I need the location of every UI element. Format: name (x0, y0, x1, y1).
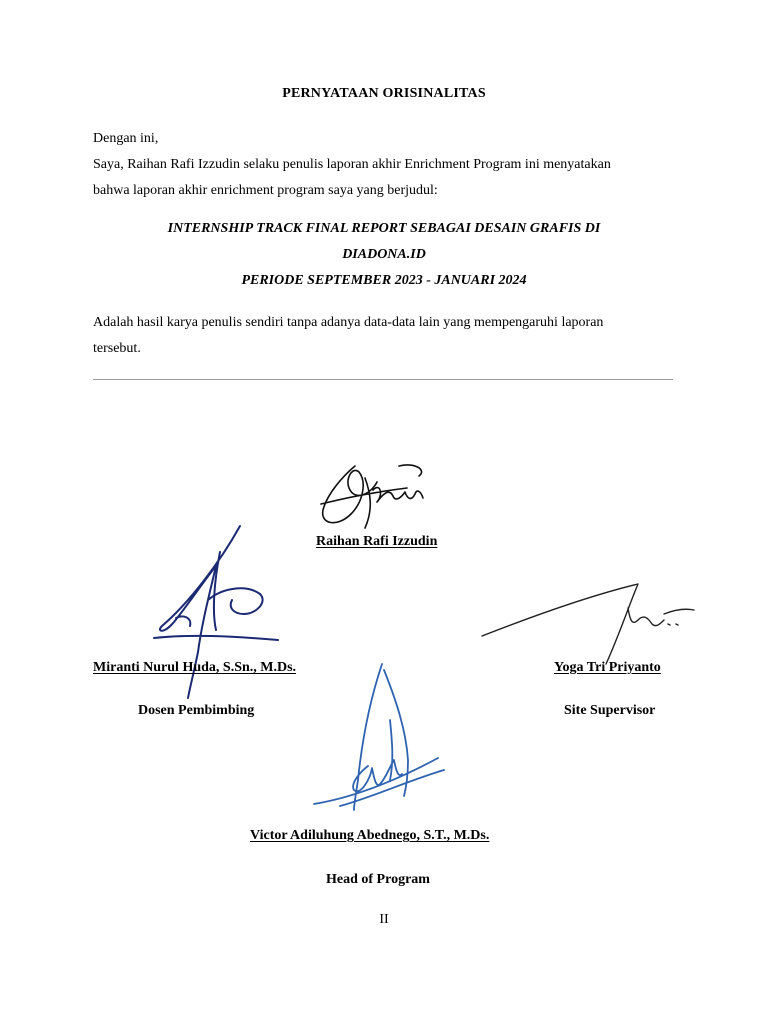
horizontal-divider (93, 379, 673, 380)
intro-line-2: Saya, Raihan Rafi Izzudin selaku penulis laporan akhir Enrichment Program ini menyatakan (93, 157, 611, 172)
head-name: Victor Adiluhung Abednego, S.T., M.Ds. (250, 828, 490, 843)
author-signature-image (315, 458, 435, 534)
supervisor-signature-image (478, 578, 698, 668)
page-title: PERNYATAAN ORISINALITAS (282, 86, 486, 101)
head-role: Head of Program (326, 872, 430, 887)
report-title (93, 216, 675, 294)
statement-line-2: tersebut. (93, 341, 141, 356)
statement-line-1: Adalah hasil karya penulis sendiri tanpa adanya data-data lain yang mempengaruhi laporan (93, 315, 604, 330)
intro-paragraph (93, 126, 678, 204)
report-title-line-3: PERIODE SEPTEMBER 2023 - JANUARI 2024 (241, 273, 527, 288)
report-title-line-2: DIADONA.ID (342, 247, 426, 262)
supervisor-role: Site Supervisor (564, 703, 656, 718)
page-number: II (379, 912, 389, 927)
author-name: Raihan Rafi Izzudin (316, 534, 438, 549)
intro-line-3: bahwa laporan akhir enrichment program saya yang berjudul: (93, 183, 438, 198)
statement-paragraph (93, 310, 678, 362)
head-signature-image (310, 660, 450, 816)
report-title-line-1: INTERNSHIP TRACK FINAL REPORT SEBAGAI DESAIN GRAFIS DI (167, 221, 601, 236)
advisor-name: Miranti Nurul Huda, S.Sn., M.Ds. (93, 660, 297, 675)
intro-line-1: Dengan ini, (93, 131, 159, 146)
supervisor-name: Yoga Tri Priyanto (554, 660, 661, 675)
advisor-role: Dosen Pembimbing (138, 703, 255, 718)
